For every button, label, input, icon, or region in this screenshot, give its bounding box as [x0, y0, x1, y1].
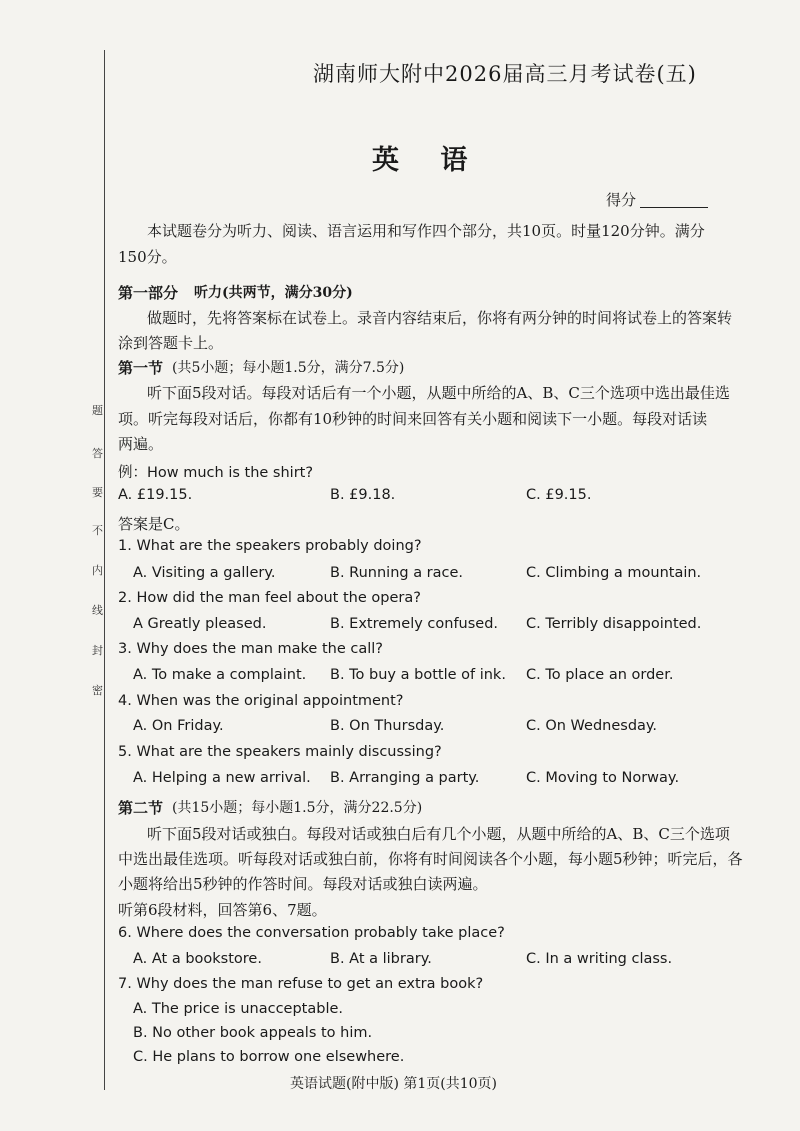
q6-option-a: A. At a bookstore.	[133, 951, 262, 967]
question-7: 7. Why does the man refuse to get an extra book?	[118, 976, 484, 992]
section2-subheading: (共15小题；每小题1.5分，满分22.5分)	[172, 800, 423, 816]
part1-desc: 涂到答题卡上。	[118, 334, 224, 352]
q2-option-b: B. Extremely confused.	[330, 616, 499, 632]
score-label: 得分	[606, 191, 637, 209]
section2-heading: 第二节	[118, 799, 164, 817]
question-3: 3. Why does the man make the call?	[118, 641, 383, 657]
section1-desc: 项。听完每段对话后，你都有10秒钟的时间来回答有关小题和阅读下一小题。每段对话读	[118, 410, 708, 428]
q3-option-c: C. To place an order.	[526, 667, 674, 683]
section1-desc: 两遍。	[118, 435, 164, 453]
q5-option-a: A. Helping a new arrival.	[133, 770, 311, 786]
side-char: 要	[92, 486, 103, 499]
q3-option-a: A. To make a complaint.	[133, 667, 307, 683]
side-char: 题	[92, 404, 103, 417]
side-char: 封	[92, 644, 103, 657]
q1-option-a: A. Visiting a gallery.	[133, 565, 276, 581]
side-char: 内	[92, 564, 103, 577]
material-instruction: 听第6段材料，回答第6、7题。	[118, 901, 327, 919]
example-option-c: C. £9.15.	[526, 487, 592, 503]
exam-header: 湖南师大附中2026届高三月考试卷(五)	[313, 62, 697, 86]
q7-option-c: C. He plans to borrow one elsewhere.	[133, 1049, 405, 1065]
side-char: 答	[92, 447, 103, 460]
q7-option-b: B. No other book appeals to him.	[133, 1025, 373, 1041]
binding-margin-line	[104, 50, 105, 1090]
part1-desc: 做题时，先将答案标在试卷上。录音内容结束后，你将有两分钟的时间将试卷上的答案转	[147, 309, 733, 327]
question-5: 5. What are the speakers mainly discussing?	[118, 744, 442, 760]
q4-option-b: B. On Thursday.	[330, 718, 445, 734]
q1-option-c: C. Climbing a mountain.	[526, 565, 702, 581]
q6-option-c: C. In a writing class.	[526, 951, 673, 967]
q2-option-c: C. Terribly disappointed.	[526, 616, 702, 632]
example-answer: 答案是C。	[118, 515, 190, 533]
example-option-b: B. £9.18.	[330, 487, 396, 503]
intro-text: 本试题卷分为听力、阅读、语言运用和写作四个部分，共10页。时量120分钟。满分	[147, 222, 705, 240]
q1-option-b: B. Running a race.	[330, 565, 464, 581]
intro-text: 150分。	[118, 248, 177, 266]
example-question: 例：How much is the shirt?	[118, 465, 314, 481]
question-2: 2. How did the man feel about the opera?	[118, 590, 421, 606]
part1-heading: 第一部分	[118, 284, 179, 302]
q3-option-b: B. To buy a bottle of ink.	[330, 667, 506, 683]
q2-option-a: A Greatly pleased.	[133, 616, 267, 632]
section2-desc: 听下面5段对话或独白。每段对话或独白后有几个小题，从题中所给的A、B、C三个选项	[147, 825, 730, 843]
question-1: 1. What are the speakers probably doing?	[118, 538, 422, 554]
section2-desc: 中选出最佳选项。听每段对话或独白前，你将有时间阅读各个小题，每小题5秒钟；听完后，各	[118, 850, 743, 868]
q7-option-a: A. The price is unacceptable.	[133, 1001, 344, 1017]
q5-option-b: B. Arranging a party.	[330, 770, 480, 786]
side-char: 线	[92, 604, 103, 617]
question-4: 4. When was the original appointment?	[118, 693, 404, 709]
q4-option-a: A. On Friday.	[133, 718, 224, 734]
q4-option-c: C. On Wednesday.	[526, 718, 658, 734]
example-option-a: A. £19.15.	[118, 487, 193, 503]
question-6: 6. Where does the conversation probably take place?	[118, 925, 505, 941]
section2-desc: 小题将给出5秒钟的作答时间。每段对话或独白读两遍。	[118, 875, 488, 893]
part1-subheading: 听力(共两节，满分30分)	[194, 285, 353, 301]
side-char: 密	[92, 684, 103, 697]
section1-subheading: (共5小题；每小题1.5分，满分7.5分)	[172, 360, 405, 376]
section1-desc: 听下面5段对话。每段对话后有一个小题，从题中所给的A、B、C三个选项中选出最佳选	[147, 384, 730, 402]
side-char: 不	[92, 524, 103, 537]
score-blank	[640, 207, 708, 208]
q5-option-c: C. Moving to Norway.	[526, 770, 680, 786]
section1-heading: 第一节	[118, 359, 164, 377]
page-footer: 英语试题(附中版) 第1页(共10页)	[290, 1076, 498, 1092]
page-title: 英 语	[372, 145, 484, 176]
q6-option-b: B. At a library.	[330, 951, 432, 967]
